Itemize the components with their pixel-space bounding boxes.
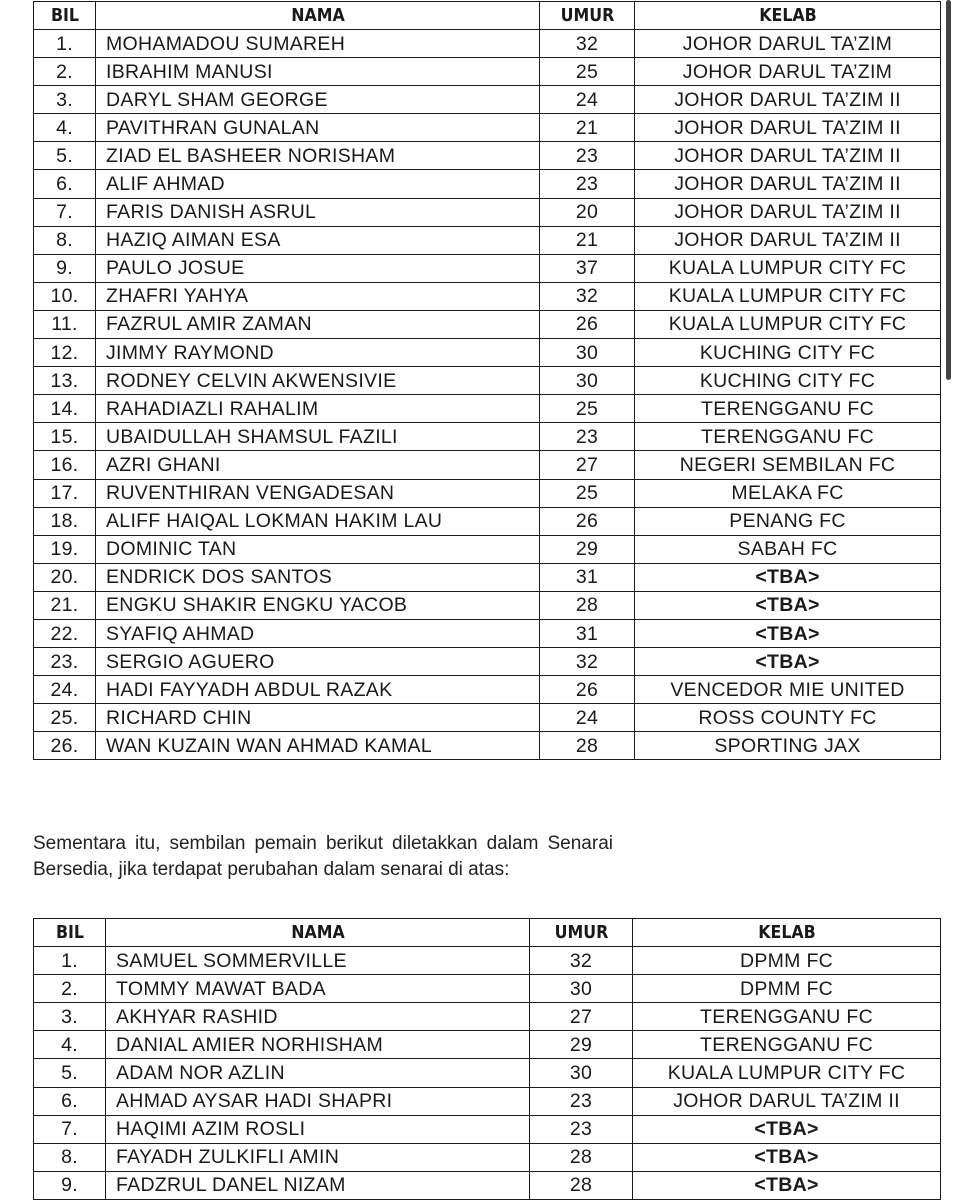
cell-nama: ADAM NOR AZLIN bbox=[106, 1059, 530, 1087]
cell-kelab: JOHOR DARUL TA’ZIM II bbox=[635, 142, 941, 170]
table-row bbox=[34, 1031, 941, 1059]
cell-bil: 7. bbox=[34, 198, 96, 226]
cell-umur: 23 bbox=[540, 170, 635, 198]
cell-bil: 1. bbox=[34, 30, 96, 58]
cell-kelab: JOHOR DARUL TA’ZIM II bbox=[633, 1087, 941, 1115]
cell-nama: FADZRUL DANEL NIZAM bbox=[106, 1171, 530, 1199]
table-row bbox=[34, 732, 941, 760]
cell-umur: 30 bbox=[540, 367, 635, 395]
cell-nama: HAZIQ AIMAN ESA bbox=[96, 226, 540, 254]
cell-nama: ENGKU SHAKIR ENGKU YACOB bbox=[96, 591, 540, 619]
cell-bil: 24. bbox=[34, 676, 96, 704]
cell-kelab: JOHOR DARUL TA’ZIM II bbox=[635, 226, 941, 254]
cell-nama: DOMINIC TAN bbox=[96, 535, 540, 563]
table-row bbox=[34, 367, 941, 395]
table-row bbox=[34, 507, 941, 535]
cell-nama: IBRAHIM MANUSI bbox=[96, 58, 540, 86]
cell-umur: 28 bbox=[530, 1143, 633, 1171]
table-row bbox=[34, 142, 941, 170]
cell-bil: 17. bbox=[34, 479, 96, 507]
table-row bbox=[34, 339, 941, 367]
cell-bil: 20. bbox=[34, 563, 96, 591]
cell-bil: 18. bbox=[34, 507, 96, 535]
table-row bbox=[34, 535, 941, 563]
cell-umur: 27 bbox=[540, 451, 635, 479]
table-row bbox=[34, 282, 941, 310]
table-row bbox=[34, 254, 941, 282]
cell-bil: 21. bbox=[34, 591, 96, 619]
cell-kelab: KUALA LUMPUR CITY FC bbox=[635, 310, 941, 338]
cell-kelab: KUALA LUMPUR CITY FC bbox=[633, 1059, 941, 1087]
cell-bil: 16. bbox=[34, 451, 96, 479]
table-row bbox=[34, 58, 941, 86]
main-squad-body bbox=[34, 30, 941, 760]
table-row bbox=[34, 310, 941, 338]
header-nama: NAMA bbox=[122, 2, 513, 30]
cell-nama: FARIS DANISH ASRUL bbox=[96, 198, 540, 226]
cell-umur: 24 bbox=[540, 86, 635, 114]
table-header-row bbox=[34, 919, 941, 947]
cell-nama: ENDRICK DOS SANTOS bbox=[96, 563, 540, 591]
cell-bil: 7. bbox=[34, 1115, 106, 1143]
cell-bil: 3. bbox=[34, 1003, 106, 1031]
cell-kelab: DPMM FC bbox=[633, 947, 941, 975]
cell-bil: 3. bbox=[34, 86, 96, 114]
cell-bil: 14. bbox=[34, 395, 96, 423]
cell-kelab: TERENGGANU FC bbox=[633, 1003, 941, 1031]
cell-umur: 26 bbox=[540, 507, 635, 535]
table-row bbox=[34, 86, 941, 114]
cell-nama: SYAFIQ AHMAD bbox=[96, 619, 540, 647]
cell-nama: RUVENTHIRAN VENGADESAN bbox=[96, 479, 540, 507]
table-row bbox=[34, 1143, 941, 1171]
cell-kelab: SABAH FC bbox=[635, 535, 941, 563]
cell-umur: 29 bbox=[530, 1031, 633, 1059]
cell-kelab: DPMM FC bbox=[633, 975, 941, 1003]
cell-bil: 13. bbox=[34, 367, 96, 395]
header-bil: BIL bbox=[38, 919, 101, 947]
table-row bbox=[34, 563, 941, 591]
cell-umur: 25 bbox=[540, 395, 635, 423]
cell-kelab: KUALA LUMPUR CITY FC bbox=[635, 282, 941, 310]
header-nama: NAMA bbox=[131, 919, 504, 947]
cell-bil: 1. bbox=[34, 947, 106, 975]
cell-bil: 4. bbox=[34, 114, 96, 142]
cell-kelab: TERENGGANU FC bbox=[635, 423, 941, 451]
cell-nama: TOMMY MAWAT BADA bbox=[106, 975, 530, 1003]
cell-umur: 32 bbox=[540, 30, 635, 58]
table-row bbox=[34, 947, 941, 975]
cell-kelab: ROSS COUNTY FC bbox=[635, 704, 941, 732]
cell-umur: 23 bbox=[530, 1087, 633, 1115]
cell-bil: 8. bbox=[34, 226, 96, 254]
standby-list-body bbox=[34, 947, 941, 1200]
cell-umur: 26 bbox=[540, 310, 635, 338]
cell-kelab: KUALA LUMPUR CITY FC bbox=[635, 254, 941, 282]
cell-umur: 30 bbox=[530, 1059, 633, 1087]
cell-nama: FAZRUL AMIR ZAMAN bbox=[96, 310, 540, 338]
cell-bil: 5. bbox=[34, 142, 96, 170]
cell-kelab: NEGERI SEMBILAN FC bbox=[635, 451, 941, 479]
cell-umur: 32 bbox=[540, 282, 635, 310]
cell-bil: 19. bbox=[34, 535, 96, 563]
cell-nama: DARYL SHAM GEORGE bbox=[96, 86, 540, 114]
cell-kelab: PENANG FC bbox=[635, 507, 941, 535]
cell-bil: 22. bbox=[34, 619, 96, 647]
cell-bil: 26. bbox=[34, 732, 96, 760]
table-row bbox=[34, 1087, 941, 1115]
cell-kelab: <TBA> bbox=[635, 563, 941, 591]
cell-kelab: JOHOR DARUL TA’ZIM II bbox=[635, 114, 941, 142]
scrollbar[interactable] bbox=[946, 0, 951, 380]
table-row bbox=[34, 1115, 941, 1143]
cell-bil: 15. bbox=[34, 423, 96, 451]
cell-bil: 25. bbox=[34, 704, 96, 732]
table-row bbox=[34, 226, 941, 254]
cell-kelab: VENCEDOR MIE UNITED bbox=[635, 676, 941, 704]
cell-nama: RODNEY CELVIN AKWENSIVIE bbox=[96, 367, 540, 395]
table-row bbox=[34, 1059, 941, 1087]
cell-bil: 2. bbox=[34, 975, 106, 1003]
cell-kelab: JOHOR DARUL TA’ZIM II bbox=[635, 170, 941, 198]
cell-umur: 26 bbox=[540, 676, 635, 704]
cell-bil: 6. bbox=[34, 1087, 106, 1115]
table-row bbox=[34, 648, 941, 676]
cell-kelab: TERENGGANU FC bbox=[633, 1031, 941, 1059]
cell-umur: 24 bbox=[540, 704, 635, 732]
cell-nama: WAN KUZAIN WAN AHMAD KAMAL bbox=[96, 732, 540, 760]
cell-umur: 21 bbox=[540, 114, 635, 142]
cell-nama: JIMMY RAYMOND bbox=[96, 339, 540, 367]
cell-umur: 28 bbox=[540, 732, 635, 760]
cell-umur: 28 bbox=[540, 591, 635, 619]
header-kelab: KELAB bbox=[651, 919, 922, 947]
cell-bil: 11. bbox=[34, 310, 96, 338]
table-row bbox=[34, 1003, 941, 1031]
cell-nama: HAQIMI AZIM ROSLI bbox=[106, 1115, 530, 1143]
table-row bbox=[34, 1171, 941, 1199]
table-row bbox=[34, 704, 941, 732]
table-row bbox=[34, 451, 941, 479]
cell-nama: PAULO JOSUE bbox=[96, 254, 540, 282]
table-row bbox=[34, 198, 941, 226]
cell-nama: AHMAD AYSAR HADI SHAPRI bbox=[106, 1087, 530, 1115]
cell-nama: RAHADIAZLI RAHALIM bbox=[96, 395, 540, 423]
header-kelab: KELAB bbox=[653, 2, 922, 30]
cell-umur: 32 bbox=[530, 947, 633, 975]
cell-umur: 23 bbox=[540, 423, 635, 451]
cell-umur: 21 bbox=[540, 226, 635, 254]
cell-umur: 32 bbox=[540, 648, 635, 676]
cell-nama: ZHAFRI YAHYA bbox=[96, 282, 540, 310]
cell-kelab: <TBA> bbox=[633, 1171, 941, 1199]
table-row bbox=[34, 395, 941, 423]
cell-bil: 6. bbox=[34, 170, 96, 198]
cell-nama: DANIAL AMIER NORHISHAM bbox=[106, 1031, 530, 1059]
cell-kelab: TERENGGANU FC bbox=[635, 395, 941, 423]
cell-bil: 5. bbox=[34, 1059, 106, 1087]
cell-umur: 28 bbox=[530, 1171, 633, 1199]
cell-umur: 30 bbox=[540, 339, 635, 367]
cell-nama: UBAIDULLAH SHAMSUL FAZILI bbox=[96, 423, 540, 451]
cell-nama: AZRI GHANI bbox=[96, 451, 540, 479]
table-row bbox=[34, 479, 941, 507]
cell-kelab: JOHOR DARUL TA’ZIM II bbox=[635, 198, 941, 226]
cell-umur: 23 bbox=[540, 142, 635, 170]
cell-bil: 12. bbox=[34, 339, 96, 367]
table-row bbox=[34, 30, 941, 58]
main-squad-table bbox=[33, 1, 941, 760]
cell-nama: RICHARD CHIN bbox=[96, 704, 540, 732]
cell-bil: 4. bbox=[34, 1031, 106, 1059]
cell-kelab: KUCHING CITY FC bbox=[635, 367, 941, 395]
table-row bbox=[34, 975, 941, 1003]
cell-nama: FAYADH ZULKIFLI AMIN bbox=[106, 1143, 530, 1171]
cell-kelab: SPORTING JAX bbox=[635, 732, 941, 760]
standby-intro-paragraph: Sementara itu, sembilan pemain berikut diletakkan dalam Senarai Bersedia, jika terdapat perubahan dalam senarai di atas: bbox=[33, 833, 613, 880]
table-row bbox=[34, 591, 941, 619]
cell-umur: 31 bbox=[540, 619, 635, 647]
cell-umur: 30 bbox=[530, 975, 633, 1003]
header-bil: BIL bbox=[37, 2, 92, 30]
cell-umur: 20 bbox=[540, 198, 635, 226]
cell-kelab: <TBA> bbox=[633, 1143, 941, 1171]
cell-bil: 10. bbox=[34, 282, 96, 310]
table-row bbox=[34, 619, 941, 647]
cell-kelab: <TBA> bbox=[635, 648, 941, 676]
cell-nama: ZIAD EL BASHEER NORISHAM bbox=[96, 142, 540, 170]
table-row bbox=[34, 423, 941, 451]
cell-umur: 31 bbox=[540, 563, 635, 591]
cell-bil: 23. bbox=[34, 648, 96, 676]
cell-nama: ALIF AHMAD bbox=[96, 170, 540, 198]
cell-nama: MOHAMADOU SUMAREH bbox=[96, 30, 540, 58]
cell-umur: 23 bbox=[530, 1115, 633, 1143]
cell-umur: 29 bbox=[540, 535, 635, 563]
table-row bbox=[34, 114, 941, 142]
cell-kelab: JOHOR DARUL TA’ZIM bbox=[635, 58, 941, 86]
standby-list-table bbox=[33, 918, 941, 1200]
cell-kelab: JOHOR DARUL TA’ZIM II bbox=[635, 86, 941, 114]
table-header-row bbox=[34, 2, 941, 30]
cell-bil: 9. bbox=[34, 254, 96, 282]
cell-nama: AKHYAR RASHID bbox=[106, 1003, 530, 1031]
table-row bbox=[34, 676, 941, 704]
cell-bil: 9. bbox=[34, 1171, 106, 1199]
cell-nama: ALIFF HAIQAL LOKMAN HAKIM LAU bbox=[96, 507, 540, 535]
cell-nama: SAMUEL SOMMERVILLE bbox=[106, 947, 530, 975]
cell-kelab: <TBA> bbox=[633, 1115, 941, 1143]
cell-kelab: <TBA> bbox=[635, 591, 941, 619]
header-umur: UMUR bbox=[536, 919, 627, 947]
cell-umur: 27 bbox=[530, 1003, 633, 1031]
table-row bbox=[34, 170, 941, 198]
header-umur: UMUR bbox=[545, 2, 629, 30]
cell-umur: 25 bbox=[540, 58, 635, 86]
cell-nama: HADI FAYYADH ABDUL RAZAK bbox=[96, 676, 540, 704]
cell-nama: PAVITHRAN GUNALAN bbox=[96, 114, 540, 142]
cell-kelab: KUCHING CITY FC bbox=[635, 339, 941, 367]
cell-kelab: <TBA> bbox=[635, 619, 941, 647]
cell-kelab: JOHOR DARUL TA’ZIM bbox=[635, 30, 941, 58]
cell-umur: 37 bbox=[540, 254, 635, 282]
cell-umur: 25 bbox=[540, 479, 635, 507]
cell-nama: SERGIO AGUERO bbox=[96, 648, 540, 676]
cell-kelab: MELAKA FC bbox=[635, 479, 941, 507]
cell-bil: 8. bbox=[34, 1143, 106, 1171]
cell-bil: 2. bbox=[34, 58, 96, 86]
